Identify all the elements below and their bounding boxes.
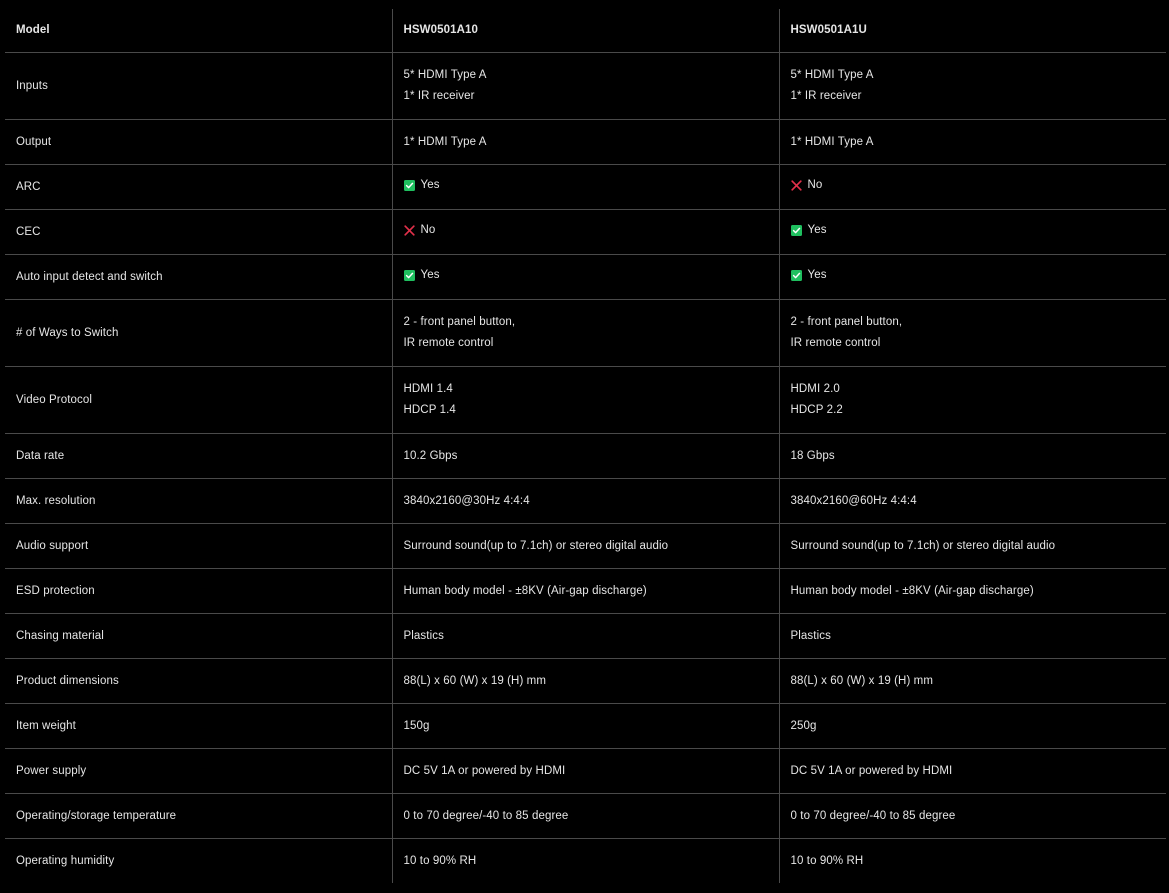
table-header-row [5,9,1166,53]
table-row [5,300,1166,367]
value-line: Human body model - ±8KV (Air-gap discharge) [790,584,1034,597]
value-line: 150g [403,719,430,732]
table-row [5,165,1166,210]
check-icon [404,180,415,191]
value-line: IR remote control [403,337,494,349]
value-cell-model-b [779,300,1166,367]
value-line: Surround sound(up to 7.1ch) or stereo digital audio [790,539,1056,552]
value-cell-model-a [392,120,779,165]
value-cell-model-b [779,794,1166,839]
value-line: Plastics [403,629,444,642]
value-line: 250g [790,719,817,732]
table-row [5,434,1166,479]
value-line: 10.2 Gbps [403,449,458,462]
table-row [5,839,1166,884]
row-label: Output [5,120,392,165]
value-cell-model-a [392,165,779,210]
status-value [791,265,827,286]
value-cell-model-a [392,53,779,120]
value-line: 0 to 70 degree/-40 to 85 degree [403,809,569,822]
value-cell-model-a [392,479,779,524]
table-row [5,794,1166,839]
row-label: Max. resolution [5,479,392,524]
status-value [404,220,436,241]
value-cell-model-b [779,53,1166,120]
value-cell-model-a [392,749,779,794]
table-row [5,120,1166,165]
row-label: ARC [5,165,392,210]
value-line: 3840x2160@60Hz 4:4:4 [790,494,917,507]
value-line: 1* IR receiver [790,90,862,102]
status-value [791,175,823,196]
value-cell-model-b [779,210,1166,255]
value-line: HDCP 1.4 [403,404,456,416]
value-line: 88(L) x 60 (W) x 19 (H) mm [790,674,934,687]
value-line: DC 5V 1A or powered by HDMI [403,764,566,777]
table-row [5,255,1166,300]
value-cell-model-a [392,614,779,659]
table-row [5,210,1166,255]
value-line: 10 to 90% RH [790,854,864,867]
header-model-a: HSW0501A10 [392,9,779,53]
row-label: Audio support [5,524,392,569]
row-label: Operating/storage temperature [5,794,392,839]
status-text: Yes [420,269,440,281]
table-row [5,569,1166,614]
value-cell-model-b [779,434,1166,479]
row-label: Operating humidity [5,839,392,884]
table-row [5,367,1166,434]
status-value [404,265,440,286]
row-label: Data rate [5,434,392,479]
value-cell-model-a [392,367,779,434]
row-label: Auto input detect and switch [5,255,392,300]
value-line: HDMI 1.4 [403,383,453,395]
row-label: Power supply [5,749,392,794]
check-icon [404,270,415,281]
cross-icon [791,180,802,191]
table-row [5,53,1166,120]
status-value [791,220,827,241]
status-value [404,175,440,196]
table-row [5,524,1166,569]
value-line: Surround sound(up to 7.1ch) or stereo digital audio [403,539,669,552]
row-label: ESD protection [5,569,392,614]
value-cell-model-b [779,255,1166,300]
value-cell-model-b [779,120,1166,165]
table-row [5,749,1166,794]
value-line: Human body model - ±8KV (Air-gap discharge) [403,584,647,597]
value-cell-model-b [779,524,1166,569]
row-label: Inputs [5,53,392,120]
value-cell-model-b [779,569,1166,614]
spec-table-body [5,9,1166,883]
header-model-b: HSW0501A1U [779,9,1166,53]
table-row [5,614,1166,659]
value-cell-model-b [779,839,1166,884]
header-label: Model [16,24,50,36]
value-line: 5* HDMI Type A [403,69,487,81]
status-text: Yes [807,269,827,281]
value-line: 1* HDMI Type A [403,135,487,148]
check-icon [791,270,802,281]
row-label: CEC [5,210,392,255]
row-label: Video Protocol [5,367,392,434]
value-line: Plastics [790,629,831,642]
value-cell-model-b [779,614,1166,659]
check-icon [791,225,802,236]
value-cell-model-b [779,367,1166,434]
value-cell-model-b [779,659,1166,704]
value-line: 0 to 70 degree/-40 to 85 degree [790,809,956,822]
status-text: No [807,179,823,191]
value-cell-model-a [392,794,779,839]
value-cell-model-b [779,704,1166,749]
value-line: HDMI 2.0 [790,383,840,395]
value-cell-model-a [392,300,779,367]
value-cell-model-a [392,839,779,884]
value-cell-model-b [779,749,1166,794]
value-line: 88(L) x 60 (W) x 19 (H) mm [403,674,547,687]
value-cell-model-a [392,704,779,749]
value-line: DC 5V 1A or powered by HDMI [790,764,953,777]
value-line: 1* HDMI Type A [790,135,874,148]
value-cell-model-a [392,524,779,569]
table-row [5,659,1166,704]
value-cell-model-b [779,479,1166,524]
value-cell-model-a [392,659,779,704]
row-label: Product dimensions [5,659,392,704]
table-row [5,704,1166,749]
spec-comparison-table [5,9,1166,883]
row-label: Item weight [5,704,392,749]
status-text: Yes [420,179,440,191]
row-label: # of Ways to Switch [5,300,392,367]
value-line: 10 to 90% RH [403,854,477,867]
table-row [5,479,1166,524]
value-cell-model-a [392,434,779,479]
value-cell-model-a [392,210,779,255]
value-line: 5* HDMI Type A [790,69,874,81]
value-cell-model-a [392,255,779,300]
value-line: 3840x2160@30Hz 4:4:4 [403,494,530,507]
value-line: 2 - front panel button, [790,316,903,328]
value-line: 2 - front panel button, [403,316,516,328]
value-line: 1* IR receiver [403,90,475,102]
value-cell-model-b [779,165,1166,210]
status-text: Yes [807,224,827,236]
value-cell-model-a [392,569,779,614]
value-line: IR remote control [790,337,881,349]
value-line: HDCP 2.2 [790,404,843,416]
cross-icon [404,225,415,236]
value-line: 18 Gbps [790,449,835,462]
status-text: No [420,224,436,236]
row-label: Chasing material [5,614,392,659]
